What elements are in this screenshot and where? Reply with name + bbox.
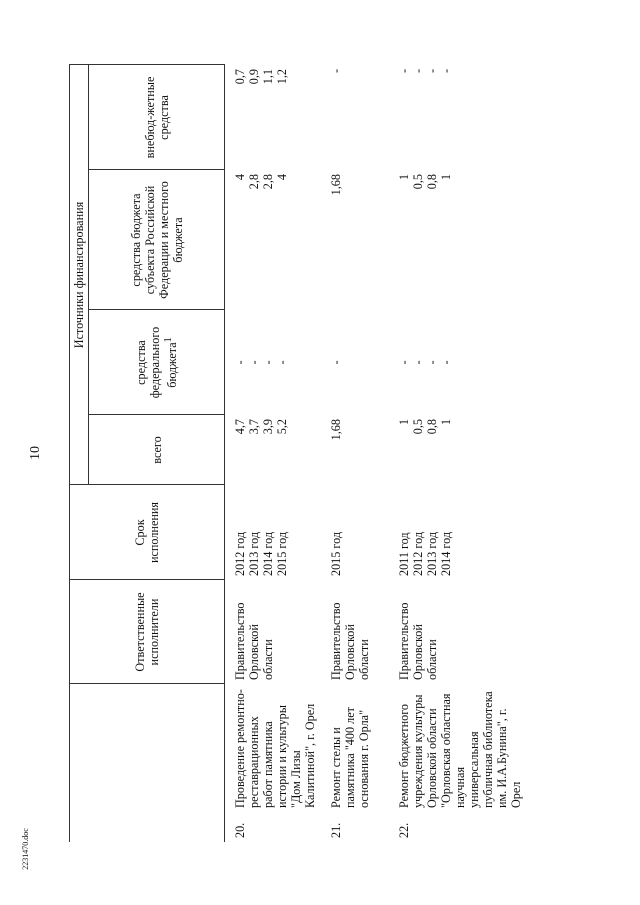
funding-table [69,64,527,842]
row-federal [225,310,322,415]
row-total [225,415,322,485]
file-name: 2231470.doc [21,828,30,870]
federal-cell: - [233,360,247,365]
extra-cell: - [439,68,453,74]
row-number: 21. [329,822,343,838]
header-federal-text: средства федерального бюджета [133,326,180,399]
row-name: Ремонт бюджетного учреждения культуры Орловской области "Орловская областная научная универсальная публичная библиотека им. И.А.Бунина", г. Орел [397,691,523,808]
row-name: Ремонт стелы и памятника "400 лет основания г. Орла" [329,707,371,808]
total-cell: 1 [397,419,411,426]
year-cell: 2014 год [261,531,275,576]
row-years [321,485,389,580]
header-extra: внебюд-жетные средства [89,65,225,170]
page-number: 10 [28,446,43,460]
extra-cell: 1,1 [261,68,275,85]
regional-cell: 2,8 [261,174,275,190]
federal-cell: - [425,360,439,365]
year-cell: 2011 год [397,532,411,576]
federal-cell: - [411,360,425,365]
row-responsible: Правительство Орловской области [397,602,439,680]
row-regional [321,170,389,310]
extra-cell: - [425,68,439,74]
total-cell: 1 [439,419,453,426]
federal-cell: - [439,360,453,365]
regional-cell: 1 [397,174,411,181]
header-federal-footnote: 1 [162,337,174,343]
row-name: Проведение ремонтно-реставрационных работ памятника истории и культуры "Дом Лизы Калитиной", г. Орел [233,689,317,808]
row-extra [321,65,389,170]
total-cell: 5,2 [275,419,289,435]
row-extra [389,65,527,170]
extra-cell: - [397,68,411,74]
total-cell: 3,7 [247,419,261,435]
regional-cell: 2,8 [247,174,261,190]
table-row [225,65,322,842]
year-cell: 2012 год [411,531,425,576]
row-federal [321,310,389,415]
federal-cell: - [247,360,261,365]
header-funding-sources: Источники финансирования [70,65,89,485]
row-years [389,485,527,580]
year-cell: 2015 год [275,531,289,576]
year-cell: 2014 год [439,531,453,576]
federal-cell: - [397,360,411,365]
extra-cell: - [329,68,343,74]
funding-table-wrapper [69,65,523,842]
total-cell: 0,8 [425,419,439,435]
row-extra [225,65,322,170]
regional-cell: 0,5 [411,174,425,190]
year-cell: 2012 год [233,531,247,576]
row-regional [389,170,527,310]
regional-cell: 4 [233,174,247,181]
total-cell: 4,7 [233,419,247,435]
year-cell: 2013 год [425,531,439,576]
header-regional: средства бюджета субъекта Российской Федерации и местного бюджета [89,170,225,310]
year-cell: 2015 год [329,531,343,576]
federal-cell: - [261,360,275,365]
header-federal [89,310,225,415]
regional-cell: 1 [439,174,453,181]
row-years [225,485,322,580]
row-number: 20. [233,822,247,838]
regional-cell: 0,8 [425,174,439,190]
total-cell: 1,68 [329,419,343,441]
federal-cell: - [275,360,289,365]
header-deadline: Срок исполнения [70,485,225,580]
table-row [389,65,527,842]
total-cell: 0,5 [411,419,425,435]
row-federal [389,310,527,415]
extra-cell: 1,2 [275,68,289,85]
total-cell: 3,9 [261,419,275,435]
extra-cell: 0,7 [233,68,247,85]
row-number: 22. [397,822,411,838]
year-cell: 2013 год [247,531,261,576]
row-responsible: Правительство Орловской области [329,602,371,680]
header-blank [70,684,225,842]
extra-cell: - [411,68,425,74]
regional-cell: 4 [275,174,289,181]
row-total [389,415,527,485]
table-row [321,65,389,842]
row-total [321,415,389,485]
header-total: всего [89,415,225,485]
header-responsible: Ответственные исполнители [70,580,225,684]
regional-cell: 1,68 [329,174,343,196]
row-responsible: Правительство Орловской области [233,602,275,680]
row-regional [225,170,322,310]
federal-cell: - [329,360,343,365]
extra-cell: 0,9 [247,68,261,85]
